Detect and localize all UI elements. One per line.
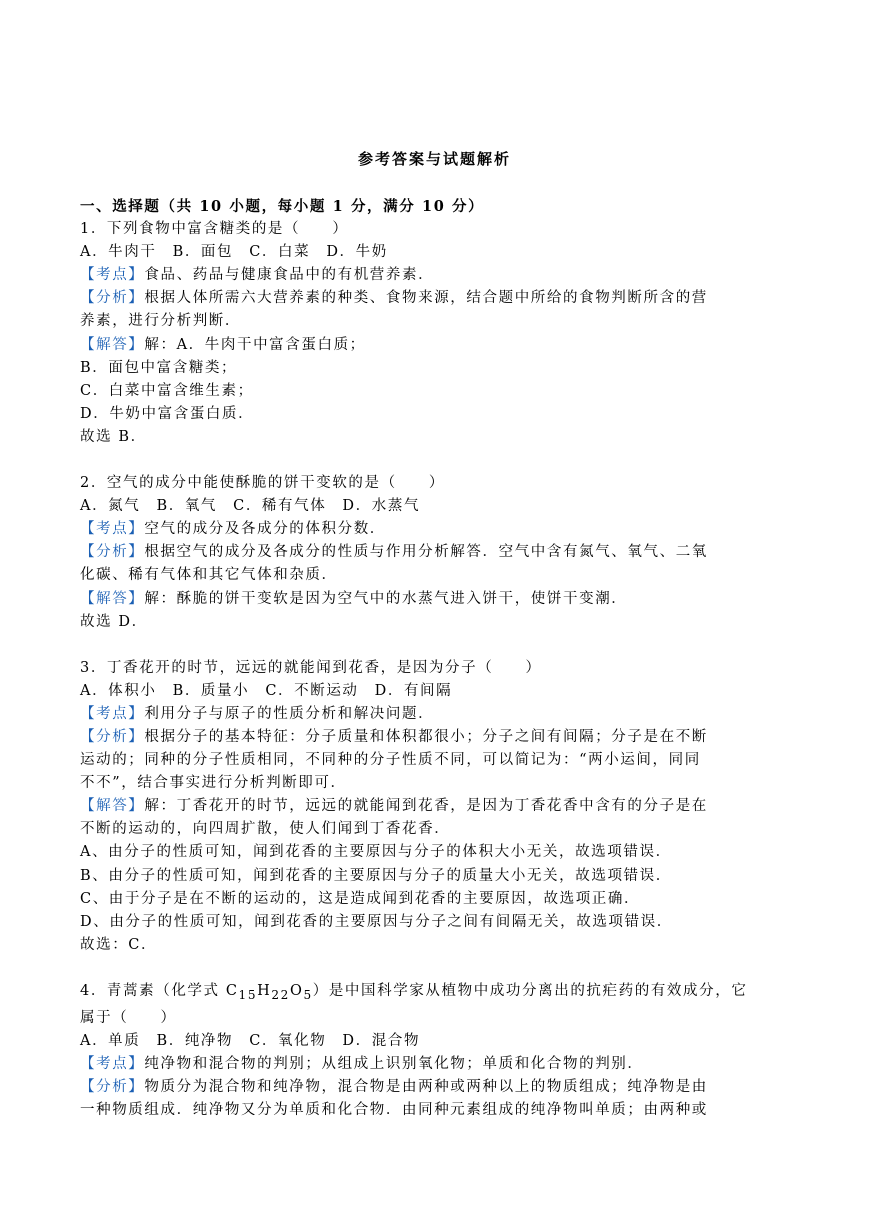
jieda-tag: 【解答】: [80, 798, 145, 815]
document-body: [80, 195, 790, 1122]
question-4-options: A．单质 B．纯净物 C．氧化物 D．混合物: [80, 1032, 421, 1049]
subscript-o: 5: [303, 987, 313, 1002]
question-2-jieda: [80, 588, 790, 611]
fenxi-text: 根据空气的成分及各成分的性质与作用分析解答．空气中含有氮气、氧气、二氧: [144, 544, 708, 561]
question-3-answer: 故选：C．: [80, 936, 158, 953]
stem-suffix: ）是中国科学家从植物中成功分离出的抗疟药的有效成分，它: [312, 982, 748, 999]
question-3-kaodian: [80, 703, 790, 726]
question-3-jieda: [80, 795, 790, 818]
section-heading: 一、选择题（共 10 小题，每小题 1 分，满分 10 分）: [80, 198, 485, 215]
fenxi-text: 根据分子的基本特征：分子质量和体积都很小；分子之间有间隔；分子是在不断: [144, 728, 708, 745]
question-1-line-d: D．牛奶中富含蛋白质．: [80, 405, 255, 422]
question-2-answer: 故选 D．: [80, 613, 148, 630]
kaodian-tag: 【考点】: [80, 1056, 145, 1073]
question-2-fenxi: [80, 541, 790, 564]
question-1-kaodian: [80, 264, 790, 287]
question-3-fenxi: [80, 726, 790, 749]
question-1-line-c: C．白菜中富含维生素；: [80, 382, 254, 399]
question-3-fenxi-cont-1: 运动的；同种的分子性质相同，不同种的分子性质不同，可以简记为：“两小运间，同同: [80, 752, 701, 769]
question-3-line-d: D、由分子的性质可知，闻到花香的主要原因与分子之间有间隔无关，故选项错误．: [80, 913, 673, 930]
jieda-text: 解：丁香花开的时节，远远的就能闻到花香，是因为丁香花香中含有的分子是在: [144, 798, 708, 815]
question-4-fenxi: [80, 1076, 790, 1099]
question-3-jieda-cont: 不断的运动的，向四周扩散，使人们闻到丁香花香．: [80, 821, 451, 838]
kaodian-text: 纯净物和混合物的判别；从组成上识别氧化物；单质和化合物的判别．: [144, 1056, 644, 1073]
question-2-stem: 2．空气的成分中能使酥脆的饼干变软的是（ ）: [80, 475, 446, 492]
question-1-fenxi-cont: 养素，进行分析判断．: [80, 313, 241, 330]
question-2-kaodian: [80, 518, 790, 541]
question-4-stem-cont: 属于（ ）: [80, 1009, 177, 1026]
fenxi-tag: 【分析】: [80, 544, 145, 561]
question-4-fenxi-cont: 一种物质组成．纯净物又分为单质和化合物．由同种元素组成的纯净物叫单质；由两种或: [80, 1102, 708, 1119]
jieda-tag: 【解答】: [80, 590, 145, 607]
kaodian-text: 空气的成分及各成分的体积分数．: [144, 521, 386, 538]
stem-prefix: 4．青蒿素（化学式 C: [80, 982, 239, 999]
question-2-options: A．氮气 B．氧气 C．稀有气体 D．水蒸气: [80, 498, 421, 515]
question-3-line-b: B、由分子的性质可知，闻到花香的主要原因与分子的质量大小无关，故选项错误．: [80, 867, 672, 884]
page-title: 参考答案与试题解析: [357, 150, 511, 168]
fenxi-tag: 【分析】: [80, 1079, 145, 1096]
question-3-line-a: A、由分子的性质可知，闻到花香的主要原因与分子的体积大小无关，故选项错误．: [80, 844, 672, 861]
fenxi-tag: 【分析】: [80, 290, 145, 307]
kaodian-text: 利用分子与原子的性质分析和解决问题．: [144, 705, 435, 722]
subscript-c: 15: [238, 987, 258, 1002]
question-4-kaodian: [80, 1053, 790, 1076]
fenxi-tag: 【分析】: [80, 728, 145, 745]
element-o: O: [289, 982, 304, 999]
subscript-h: 22: [271, 987, 290, 1002]
element-h: H: [257, 982, 272, 999]
kaodian-tag: 【考点】: [80, 521, 145, 538]
question-4-stem: [80, 980, 790, 1007]
jieda-text: 解：A．牛肉干中富含蛋白质；: [144, 336, 366, 353]
fenxi-text: 物质分为混合物和纯净物，混合物是由两种或两种以上的物质组成；纯净物是由: [144, 1079, 708, 1096]
jieda-text: 解：酥脆的饼干变软是因为空气中的水蒸气进入饼干，使饼干变潮．: [144, 590, 628, 607]
question-1-line-b: B．面包中富含糖类；: [80, 359, 238, 376]
kaodian-tag: 【考点】: [80, 705, 145, 722]
question-1-fenxi: [80, 287, 790, 310]
kaodian-text: 食品、药品与健康食品中的有机营养素．: [144, 267, 435, 284]
question-3-stem: 3．丁香花开的时节，远远的就能闻到花香，是因为分子（ ）: [80, 659, 542, 676]
question-3-line-c: C、由于分子是在不断的运动的，这是造成闻到花香的主要原因，故选项正确．: [80, 890, 641, 907]
question-1-answer: 故选 B．: [80, 428, 147, 445]
question-1-options: A．牛肉干 B．面包 C．白菜 D．牛奶: [80, 244, 388, 261]
kaodian-tag: 【考点】: [80, 267, 145, 284]
fenxi-text: 根据人体所需六大营养素的种类、食物来源，结合题中所给的食物判断所含的营: [144, 290, 708, 307]
question-1-jieda: [80, 334, 790, 357]
question-1-stem: 1．下列食物中富含糖类的是（ ）: [80, 221, 349, 238]
question-3-fenxi-cont-2: 不不”，结合事实进行分析判断即可．: [80, 775, 347, 792]
question-3-options: A．体积小 B．质量小 C．不断运动 D．有间隔: [80, 682, 453, 699]
question-2-fenxi-cont: 化碳、稀有气体和其它气体和杂质．: [80, 567, 338, 584]
jieda-tag: 【解答】: [80, 336, 145, 353]
